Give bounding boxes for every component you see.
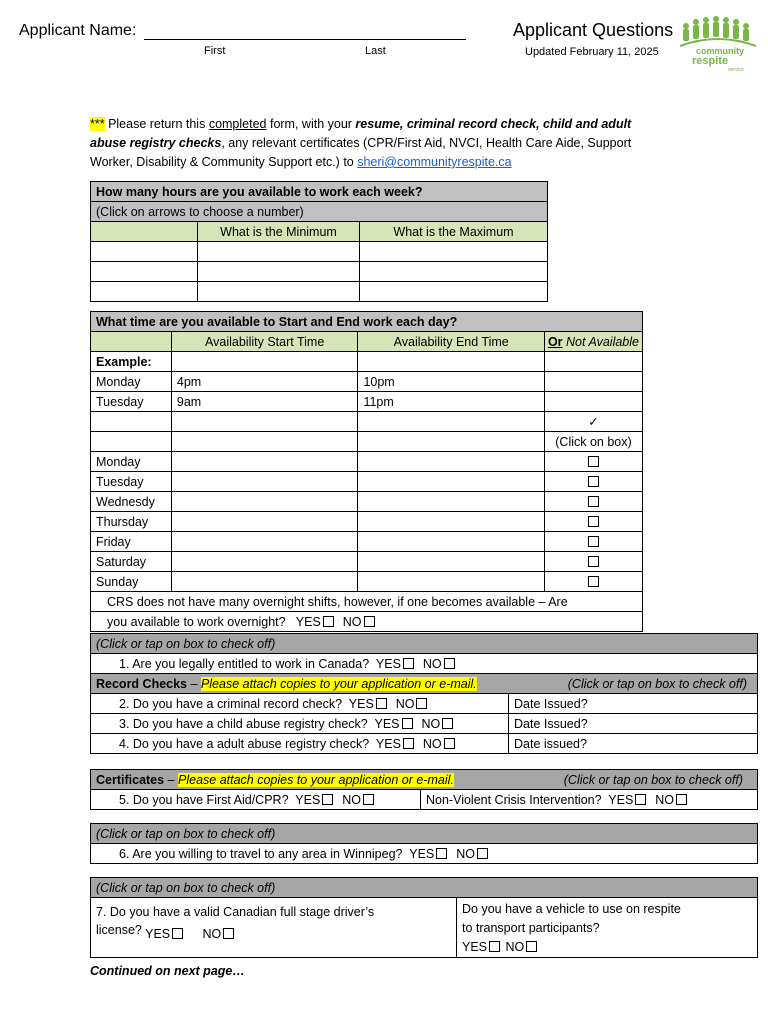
legal-no-checkbox[interactable] (444, 658, 455, 669)
overnight-no-checkbox[interactable] (364, 616, 375, 627)
hours-title: How many hours are you available to work each week? (91, 182, 548, 202)
hours-min-header: What is the Minimum (198, 222, 360, 242)
child-abuse-date-issued[interactable]: Date Issued? (509, 714, 758, 734)
intro-paragraph: *** Please return this completed form, with your resume, criminal record check, child and adult abuse registry checks, any relevant certificates (CPR/First Aid, NVCI, Health Care Aide, Support Worker, Disability & Community Support etc.) to sheri@communityrespite.ca (90, 117, 632, 169)
first-aid-question: 5. Do you have First Aid/CPR? YES NO (91, 790, 421, 810)
travel-table (90, 823, 758, 864)
vehicle-yes-checkbox[interactable] (489, 941, 500, 952)
child-abuse-yes-checkbox[interactable] (402, 718, 413, 729)
page-title: Applicant Questions (513, 20, 674, 40)
day-label: Wednesdy (91, 492, 172, 512)
day-label: Friday (91, 532, 172, 552)
day-label: Saturday (91, 552, 172, 572)
not-available-checkbox[interactable] (588, 556, 599, 567)
click-tap-note: (Click or tap on box to check off) (91, 878, 758, 898)
start-time-field[interactable] (171, 452, 358, 472)
check-mark-icon: ✓ (544, 412, 642, 432)
not-available-checkbox[interactable] (588, 476, 599, 487)
applicant-name-label: Applicant Name: (19, 22, 137, 39)
example-end: 11pm (358, 392, 545, 412)
overnight-yes-checkbox[interactable] (323, 616, 334, 627)
not-available-checkbox[interactable] (588, 576, 599, 587)
nvci-yes-checkbox[interactable] (635, 794, 646, 805)
end-time-field[interactable] (358, 472, 545, 492)
not-available-header: Or Not Available (544, 332, 642, 352)
certificates-header: Certificates – Please attach copies to your application or e-mail. (Click or tap on box to check off) (91, 770, 758, 790)
overnight-question-line1: CRS does not have many overnight shifts, however, if one becomes available – Are (91, 592, 643, 612)
hours-subtitle: (Click on arrows to choose a number) (91, 202, 548, 222)
email-link[interactable]: sheri@communityrespite.ca (357, 155, 512, 169)
example-start: 9am (171, 392, 358, 412)
record-checks-header: Record Checks – Please attach copies to your application or e-mail. (Click or tap on box to check off) (91, 674, 758, 694)
click-on-box-note: (Click on box) (544, 432, 642, 452)
end-time-field[interactable] (358, 512, 545, 532)
license-no-checkbox[interactable] (223, 928, 234, 939)
criminal-yes-checkbox[interactable] (376, 698, 387, 709)
nvci-no-checkbox[interactable] (676, 794, 687, 805)
criminal-no-checkbox[interactable] (416, 698, 427, 709)
overnight-question: you available to work overnight? YES NO (91, 612, 643, 632)
travel-question: 6. Are you willing to travel to any area in Winnipeg? YES NO (91, 844, 758, 864)
example-day: Monday (91, 372, 172, 392)
not-available-checkbox[interactable] (588, 456, 599, 467)
child-abuse-no-checkbox[interactable] (442, 718, 453, 729)
travel-no-checkbox[interactable] (477, 848, 488, 859)
availability-table (90, 311, 643, 632)
adult-abuse-yes-checkbox[interactable] (403, 738, 414, 749)
applicant-name-field[interactable] (144, 39, 466, 40)
child-abuse-question: 3. Do you have a child abuse registry check? YES NO (91, 714, 509, 734)
start-time-field[interactable] (171, 572, 358, 592)
intro-stars: *** (90, 117, 105, 131)
adult-abuse-question: 4. Do you have a adult abuse registry check? YES NO (91, 734, 509, 754)
start-time-field[interactable] (171, 512, 358, 532)
updated-date: Updated February 11, 2025 (525, 46, 659, 58)
day-label: Monday (91, 452, 172, 472)
hours-max-header: What is the Maximum (360, 222, 548, 242)
logo-text-service: service (728, 67, 744, 73)
not-available-checkbox[interactable] (588, 536, 599, 547)
not-available-checkbox[interactable] (588, 496, 599, 507)
example-start: 4pm (171, 372, 358, 392)
continued-note: Continued on next page… (90, 964, 245, 978)
criminal-record-question: 2. Do you have a criminal record check? YES NO (91, 694, 509, 714)
end-time-field[interactable] (358, 492, 545, 512)
end-time-field[interactable] (358, 552, 545, 572)
logo-text-community: community (696, 46, 745, 56)
vehicle-no-checkbox[interactable] (526, 941, 537, 952)
hours-table (90, 181, 548, 302)
not-available-checkbox[interactable] (588, 516, 599, 527)
end-time-field[interactable] (358, 572, 545, 592)
end-time-field[interactable] (358, 452, 545, 472)
click-tap-note: (Click or tap on box to check off) (91, 824, 758, 844)
community-respite-logo (678, 14, 758, 74)
start-time-field[interactable] (171, 552, 358, 572)
adult-abuse-no-checkbox[interactable] (444, 738, 455, 749)
start-time-field[interactable] (171, 492, 358, 512)
hours-max-field[interactable] (360, 242, 548, 262)
start-time-field[interactable] (171, 532, 358, 552)
end-time-header: Availability End Time (358, 332, 545, 352)
criminal-date-issued[interactable]: Date Issued? (509, 694, 758, 714)
end-time-field[interactable] (358, 532, 545, 552)
example-label: Example: (91, 352, 172, 372)
certificates-table (90, 769, 758, 810)
nvci-question: Non-Violent Crisis Intervention? YES NO (421, 790, 758, 810)
start-time-field[interactable] (171, 472, 358, 492)
example-day: Tuesday (91, 392, 172, 412)
first-aid-yes-checkbox[interactable] (322, 794, 333, 805)
vehicle-question: Do you have a vehicle to use on respite to transport participants? YES NO (457, 898, 758, 958)
hours-min-field[interactable] (198, 242, 360, 262)
legal-work-question: 1. Are you legally entitled to work in Canada? YES NO (91, 654, 758, 674)
availability-title: What time are you available to Start and End work each day? (91, 312, 643, 332)
logo-text-respite: respite (692, 55, 729, 67)
example-end: 10pm (358, 372, 545, 392)
drivers-license-question: 7. Do you have a valid Canadian full stage driver’s license? YES NO (91, 898, 457, 958)
day-label: Thursday (91, 512, 172, 532)
travel-yes-checkbox[interactable] (436, 848, 447, 859)
legal-record-checks-table (90, 633, 758, 754)
first-name-caption: First (204, 45, 226, 57)
legal-yes-checkbox[interactable] (403, 658, 414, 669)
first-aid-no-checkbox[interactable] (363, 794, 374, 805)
last-name-caption: Last (365, 45, 386, 57)
click-tap-note: (Click or tap on box to check off) (91, 634, 758, 654)
start-time-header: Availability Start Time (171, 332, 358, 352)
day-label: Tuesday (91, 472, 172, 492)
day-label: Sunday (91, 572, 172, 592)
license-yes-checkbox[interactable] (172, 928, 183, 939)
drivers-license-table (90, 877, 758, 958)
adult-abuse-date-issued[interactable]: Date issued? (509, 734, 758, 754)
